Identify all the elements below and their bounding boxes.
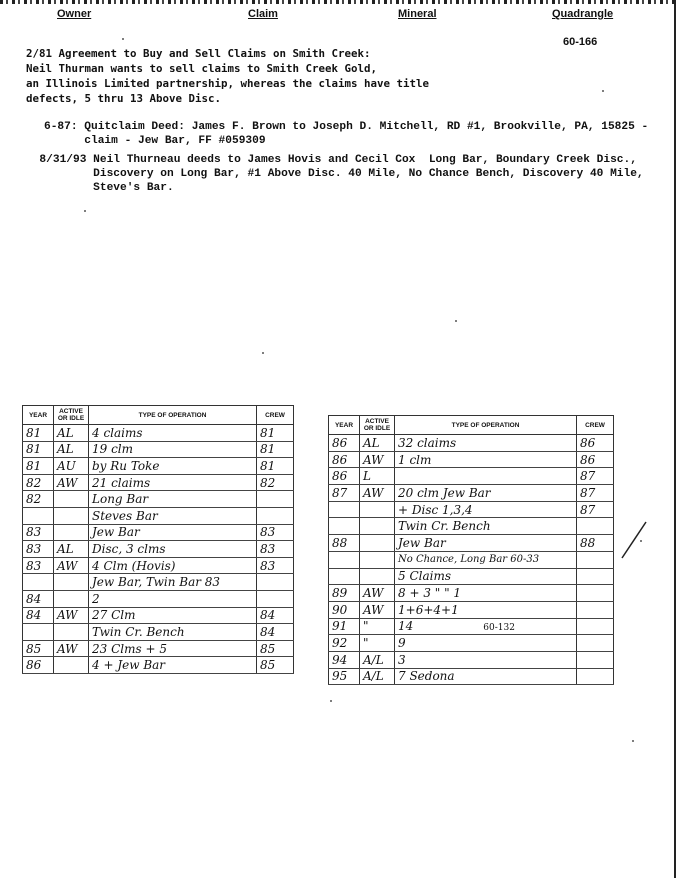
active-cell — [54, 574, 89, 591]
entry-line: Steve's Bar. — [26, 182, 174, 194]
table-row — [329, 651, 614, 668]
quadrangle-label: Quadrangle — [552, 8, 614, 20]
year-header: YEAR — [23, 406, 54, 425]
active-cell — [360, 568, 395, 585]
operation-cell: Jew Bar — [395, 535, 577, 552]
crew-cell — [577, 518, 614, 535]
table-row — [23, 507, 294, 524]
active-cell — [54, 624, 89, 641]
operation-cell: No Chance, Long Bar 60-33 — [395, 551, 577, 568]
operations-table-left — [22, 405, 294, 674]
table-header-row — [329, 416, 614, 435]
active-idle-header: ACTIVE OR IDLE — [54, 406, 89, 425]
table-row — [23, 574, 294, 591]
operation-cell: + Disc 1,3,4 — [395, 501, 577, 518]
year-header: YEAR — [329, 416, 360, 435]
active-cell — [360, 518, 395, 535]
top-border — [0, 0, 678, 4]
table-row — [23, 624, 294, 641]
year-cell — [23, 574, 54, 591]
operation-cell: 1 clm — [395, 451, 577, 468]
operation-cell: 4 Clm (Hovis) — [89, 557, 257, 574]
table-row — [329, 601, 614, 618]
active-cell: " — [360, 635, 395, 652]
crew-cell: 81 — [257, 425, 294, 442]
year-cell: 92 — [329, 635, 360, 652]
year-cell: 87 — [329, 485, 360, 502]
table-row — [23, 441, 294, 458]
crew-cell: 84 — [257, 624, 294, 641]
crew-cell — [577, 585, 614, 602]
active-cell — [54, 491, 89, 508]
operation-cell: 3 — [395, 651, 577, 668]
active-cell — [360, 551, 395, 568]
table-row — [23, 474, 294, 491]
year-cell: 82 — [23, 491, 54, 508]
year-cell: 94 — [329, 651, 360, 668]
operation-cell: 21 claims — [89, 474, 257, 491]
right-border — [674, 0, 676, 878]
active-cell: L — [360, 468, 395, 485]
table-row — [329, 501, 614, 518]
crew-cell — [577, 651, 614, 668]
crew-cell — [577, 618, 614, 635]
active-cell — [360, 501, 395, 518]
operation-cell: 20 clm Jew Bar — [395, 485, 577, 502]
year-cell: 91 — [329, 618, 360, 635]
operation-header: TYPE OF OPERATION — [89, 406, 257, 425]
scan-speck — [455, 320, 457, 322]
mineral-label: Mineral — [398, 8, 437, 20]
operation-cell: 27 Clm — [89, 607, 257, 624]
active-cell — [54, 524, 89, 541]
entry-line: 6-87: Quitclaim Deed: James F. Brown to Joseph D. Mitchell, RD #1, Brookville, PA, 15825 - — [44, 121, 649, 133]
table-header-row — [23, 406, 294, 425]
year-cell: 83 — [23, 557, 54, 574]
crew-cell: 81 — [257, 458, 294, 475]
entry-line: defects, 5 thru 13 Above Disc. — [26, 92, 222, 105]
table-row — [23, 524, 294, 541]
operation-cell: 4 + Jew Bar — [89, 657, 257, 674]
crew-cell — [577, 568, 614, 585]
active-cell: AU — [54, 458, 89, 475]
crew-cell: 82 — [257, 474, 294, 491]
table-row — [23, 607, 294, 624]
table-row — [329, 451, 614, 468]
active-cell: A/L — [360, 651, 395, 668]
entry-line: 2/81 Agreement to Buy and Sell Claims on Smith Creek: — [26, 47, 371, 60]
operations-table-right — [328, 415, 614, 685]
crew-cell — [257, 507, 294, 524]
year-cell — [329, 501, 360, 518]
operation-cell — [395, 618, 577, 635]
active-cell: " — [360, 618, 395, 635]
crew-cell — [577, 601, 614, 618]
active-cell: AL — [54, 441, 89, 458]
year-cell: 86 — [329, 468, 360, 485]
pen-stroke-mark — [620, 520, 650, 560]
active-cell: AW — [54, 557, 89, 574]
active-cell — [54, 590, 89, 607]
claim-label: Claim — [248, 8, 278, 20]
operation-cell: Long Bar — [89, 491, 257, 508]
operation-cell: Twin Cr. Bench — [395, 518, 577, 535]
crew-cell — [257, 574, 294, 591]
operation-cell: Steves Bar — [89, 507, 257, 524]
year-cell: 83 — [23, 541, 54, 558]
table-row — [329, 535, 614, 552]
table-row — [329, 668, 614, 685]
operation-cell: Jew Bar — [89, 524, 257, 541]
table-row — [23, 557, 294, 574]
entry-line: Discovery on Long Bar, #1 Above Disc. 40 Mile, No Chance Bench, Discovery 40 Mile, — [26, 168, 644, 180]
operation-cell: 19 clm — [89, 441, 257, 458]
crew-header: CREW — [577, 416, 614, 435]
year-cell: 84 — [23, 607, 54, 624]
operation-text: 14 — [398, 619, 414, 634]
year-cell: 88 — [329, 535, 360, 552]
crew-cell — [257, 590, 294, 607]
crew-cell — [257, 491, 294, 508]
scan-speck — [84, 210, 86, 212]
crew-cell: 85 — [257, 657, 294, 674]
operation-cell: Disc, 3 clms — [89, 541, 257, 558]
active-cell — [360, 535, 395, 552]
crew-cell: 88 — [577, 535, 614, 552]
table-row — [23, 458, 294, 475]
active-cell: AW — [360, 485, 395, 502]
year-cell: 86 — [23, 657, 54, 674]
crew-cell: 84 — [257, 607, 294, 624]
operation-cell: 32 claims — [395, 435, 577, 452]
scan-speck — [262, 352, 264, 354]
crew-cell — [577, 635, 614, 652]
operation-cell: 7 Sedona — [395, 668, 577, 685]
crew-cell: 83 — [257, 524, 294, 541]
active-cell — [54, 657, 89, 674]
crew-cell: 86 — [577, 435, 614, 452]
table-row — [329, 485, 614, 502]
table-row — [329, 518, 614, 535]
scan-speck — [632, 740, 634, 742]
year-cell: 95 — [329, 668, 360, 685]
ledger-card-left — [22, 405, 294, 674]
operation-header: TYPE OF OPERATION — [395, 416, 577, 435]
entry-agreement — [26, 46, 429, 106]
crew-cell: 87 — [577, 468, 614, 485]
year-cell: 86 — [329, 451, 360, 468]
crew-cell — [577, 668, 614, 685]
year-cell: 84 — [23, 590, 54, 607]
active-cell: AL — [54, 541, 89, 558]
year-cell — [329, 551, 360, 568]
crew-cell: 83 — [257, 541, 294, 558]
table-row — [329, 435, 614, 452]
year-cell: 81 — [23, 425, 54, 442]
year-cell: 81 — [23, 458, 54, 475]
table-row — [329, 618, 614, 635]
entry-line: 8/31/93 Neil Thurneau deeds to James Hovis and Cecil Cox Long Bar, Boundary Creek Disc., — [26, 154, 637, 166]
operation-cell: 1+6+4+1 — [395, 601, 577, 618]
operation-cell: 5 Claims — [395, 568, 577, 585]
active-cell: AW — [360, 451, 395, 468]
scan-speck — [330, 700, 332, 702]
ledger-card-right — [328, 415, 614, 685]
crew-cell: 87 — [577, 485, 614, 502]
quadrangle-note: 60-132 — [483, 623, 515, 634]
operation-cell — [395, 468, 577, 485]
operation-cell: 9 — [395, 635, 577, 652]
year-cell: 86 — [329, 435, 360, 452]
crew-cell: 85 — [257, 640, 294, 657]
year-cell — [23, 624, 54, 641]
crew-cell: 86 — [577, 451, 614, 468]
quadrangle-code: 60-166 — [563, 36, 598, 48]
entry-deed — [26, 153, 644, 195]
active-cell: A/L — [360, 668, 395, 685]
table-row — [329, 568, 614, 585]
active-cell: AW — [54, 607, 89, 624]
crew-cell: 83 — [257, 557, 294, 574]
table-row — [329, 585, 614, 602]
table-row — [23, 491, 294, 508]
table-row — [329, 551, 614, 568]
active-cell: AL — [54, 425, 89, 442]
year-cell: 90 — [329, 601, 360, 618]
operation-cell: by Ru Toke — [89, 458, 257, 475]
year-cell: 82 — [23, 474, 54, 491]
entry-quitclaim — [44, 120, 648, 148]
operation-cell: 23 Clms + 5 — [89, 640, 257, 657]
active-cell: AL — [360, 435, 395, 452]
year-cell — [329, 518, 360, 535]
active-cell: AW — [360, 601, 395, 618]
crew-cell: 81 — [257, 441, 294, 458]
table-row — [329, 635, 614, 652]
operation-cell: 4 claims — [89, 425, 257, 442]
owner-label: Owner — [57, 8, 92, 20]
operation-cell: Twin Cr. Bench — [89, 624, 257, 641]
active-cell: AW — [54, 474, 89, 491]
year-cell — [23, 507, 54, 524]
scan-speck — [602, 90, 604, 92]
operation-cell: 2 — [89, 590, 257, 607]
table-row — [329, 468, 614, 485]
year-cell: 89 — [329, 585, 360, 602]
active-cell — [54, 507, 89, 524]
scan-speck — [122, 38, 124, 40]
entry-line: claim - Jew Bar, FF #059309 — [44, 135, 266, 147]
table-row — [23, 640, 294, 657]
year-cell: 83 — [23, 524, 54, 541]
year-cell: 85 — [23, 640, 54, 657]
table-row — [23, 590, 294, 607]
active-cell: AW — [54, 640, 89, 657]
crew-cell — [577, 551, 614, 568]
operation-cell: 8 + 3 " " 1 — [395, 585, 577, 602]
operation-cell: Jew Bar, Twin Bar 83 — [89, 574, 257, 591]
year-cell — [329, 568, 360, 585]
active-cell: AW — [360, 585, 395, 602]
year-cell: 81 — [23, 441, 54, 458]
table-row — [23, 657, 294, 674]
crew-header: CREW — [257, 406, 294, 425]
crew-cell: 87 — [577, 501, 614, 518]
active-idle-header: ACTIVE OR IDLE — [360, 416, 395, 435]
table-row — [23, 425, 294, 442]
entry-line: Neil Thurman wants to sell claims to Smith Creek Gold, — [26, 62, 378, 75]
table-row — [23, 541, 294, 558]
entry-line: an Illinois Limited partnership, whereas the claims have title — [26, 77, 430, 90]
